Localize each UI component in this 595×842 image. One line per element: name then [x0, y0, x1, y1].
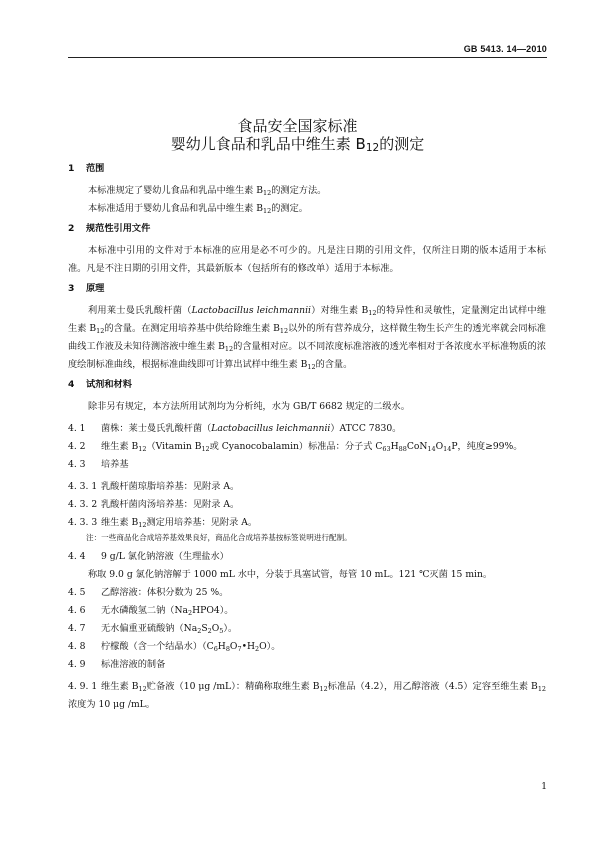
section-1-paragraph-2: 本标准适用于婴幼儿食品和乳品中维生素 $B_{12}$的测定。 — [88, 203, 308, 215]
section-1-heading — [68, 160, 546, 178]
item-4-1: 4. 1 菌株：莱士曼氏乳酸杆菌（Lactobacillus leichmannii）ATCC 7830。 — [68, 423, 402, 434]
section-4-intro: 除非另有规定，本方法所用试剂均为分析纯，水为 GB/T 6682 规定的二级水。 — [88, 401, 410, 412]
item-4-4: 4. 4 9 g/L 氯化钠溶液（生理盐水） — [68, 551, 229, 562]
section-2-number: 2 — [68, 223, 75, 234]
item-4-3-3: 4. 3. 3 维生素 $B_{12}$测定用培养基：见附录 A。 — [68, 517, 258, 529]
section-3-title: 原理 — [86, 283, 105, 294]
title-line-1: 食品安全国家标准 — [237, 117, 358, 135]
section-3-number: 3 — [68, 283, 75, 294]
item-4-7: 4. 7 无水偏重亚硫酸钠$(Na_2S_2O_5)$。 — [68, 623, 238, 635]
item-4-3-2: 4. 3. 2 乳酸杆菌肉汤培养基：见附录 A。 — [68, 499, 240, 510]
section-2-title: 规范性引用文件 — [86, 223, 151, 234]
organism-name: Lactobacillus leichmannii — [191, 305, 311, 316]
item-4-2: 4. 2 维生素 $B_{12}(Vitamin$ $B_{12}$或 Cyanocobalamin）标准品：分子式 $C_{63}H_{88}CoN_{14}O_{14}P$，纯度≥99%。 — [68, 441, 523, 453]
item-4-5: 4. 5 乙醇溶液：体积分数为 25 %。 — [68, 587, 229, 598]
section-4-heading — [68, 376, 546, 394]
item-4-3: 4. 3 培养基 — [68, 459, 129, 470]
standard-code: GB 5413. 14—2010 — [463, 44, 547, 54]
section-2-heading — [68, 220, 546, 238]
item-4-9-1: 4. 9. 1 维生素 $B_{12}$贮备液（10 μg /mL）：精确称取维生素 $B_{12}$标准品（4.2），用乙醇溶液（4.5）定容至维生素 $B_{12}$浓度为 10 μg /mL。 — [68, 681, 547, 710]
title-subscript: 12 — [365, 142, 380, 154]
item-4-4-paragraph: 称取 9.0 g 氯化钠溶解于 1000 mL 水中，分装于具塞试管，每管 10 mL。121 ℃灭菌 15 min。 — [88, 569, 493, 580]
item-4-6: 4. 6 无水磷酸氢二钠$(Na_2HPO4)$。 — [68, 605, 234, 617]
section-3-paragraph: 利用莱士曼氏乳酸杆菌（Lactobacillus leichmannii）对维生素 $B_{12}$的特异性和灵敏性，定量测定出试样中维生素 $B_{12}$的含量。在测定用培养基中供给除维生素 $B_{12}$以外的所有营养成分，这样微生物生长产生的透光率就会同标准曲线工作液及未知待测溶液中维生素 $B_{12}$的含量相对应。以不同浓度标准溶液的透光率相对于各浓度水平标准物质的浓度绘制标准曲线，根据标准曲线即可计算出试样中维生素 $B_{12}$的含量。 — [68, 305, 547, 371]
item-4-8: 4. 8 柠檬酸（含一个结晶水）$(C_6H_8O_7•H_2O)$。 — [68, 641, 281, 653]
section-1-title: 范围 — [86, 163, 105, 174]
item-4-3-1: 4. 3. 1 乳酸杆菌琼脂培养基：见附录 A。 — [68, 481, 240, 492]
item-4-3-note: 注：一些商品化合成培养基效果良好，商品化合成培养基按标签说明进行配制。 — [86, 533, 352, 542]
document-body — [68, 160, 546, 714]
section-4-title: 试剂和材料 — [86, 379, 132, 390]
section-1-paragraph-1: 本标准规定了婴幼儿食品和乳品中维生素 $B_{12}$的测定方法。 — [88, 185, 327, 197]
section-1-number: 1 — [68, 163, 75, 174]
section-2-paragraph: 本标准中引用的文件对于本标准的应用是必不可少的。凡是注日期的引用文件，仅所注日期的版本适用于本标准。凡是不注日期的引用文件，其最新版本（包括所有的修改单）适用于本标准。 — [68, 245, 546, 274]
page-number: 1 — [541, 782, 547, 792]
title-line-2-suffix: 的测定 — [379, 135, 425, 153]
title-line-2-prefix: 婴幼儿食品和乳品中维生素 B — [170, 135, 366, 153]
item-4-9: 4. 9 标准溶液的制备 — [68, 659, 166, 670]
section-3-heading — [68, 280, 546, 298]
header-rule — [68, 57, 547, 58]
title-line-2 — [0, 134, 595, 154]
section-4-number: 4 — [68, 379, 75, 390]
